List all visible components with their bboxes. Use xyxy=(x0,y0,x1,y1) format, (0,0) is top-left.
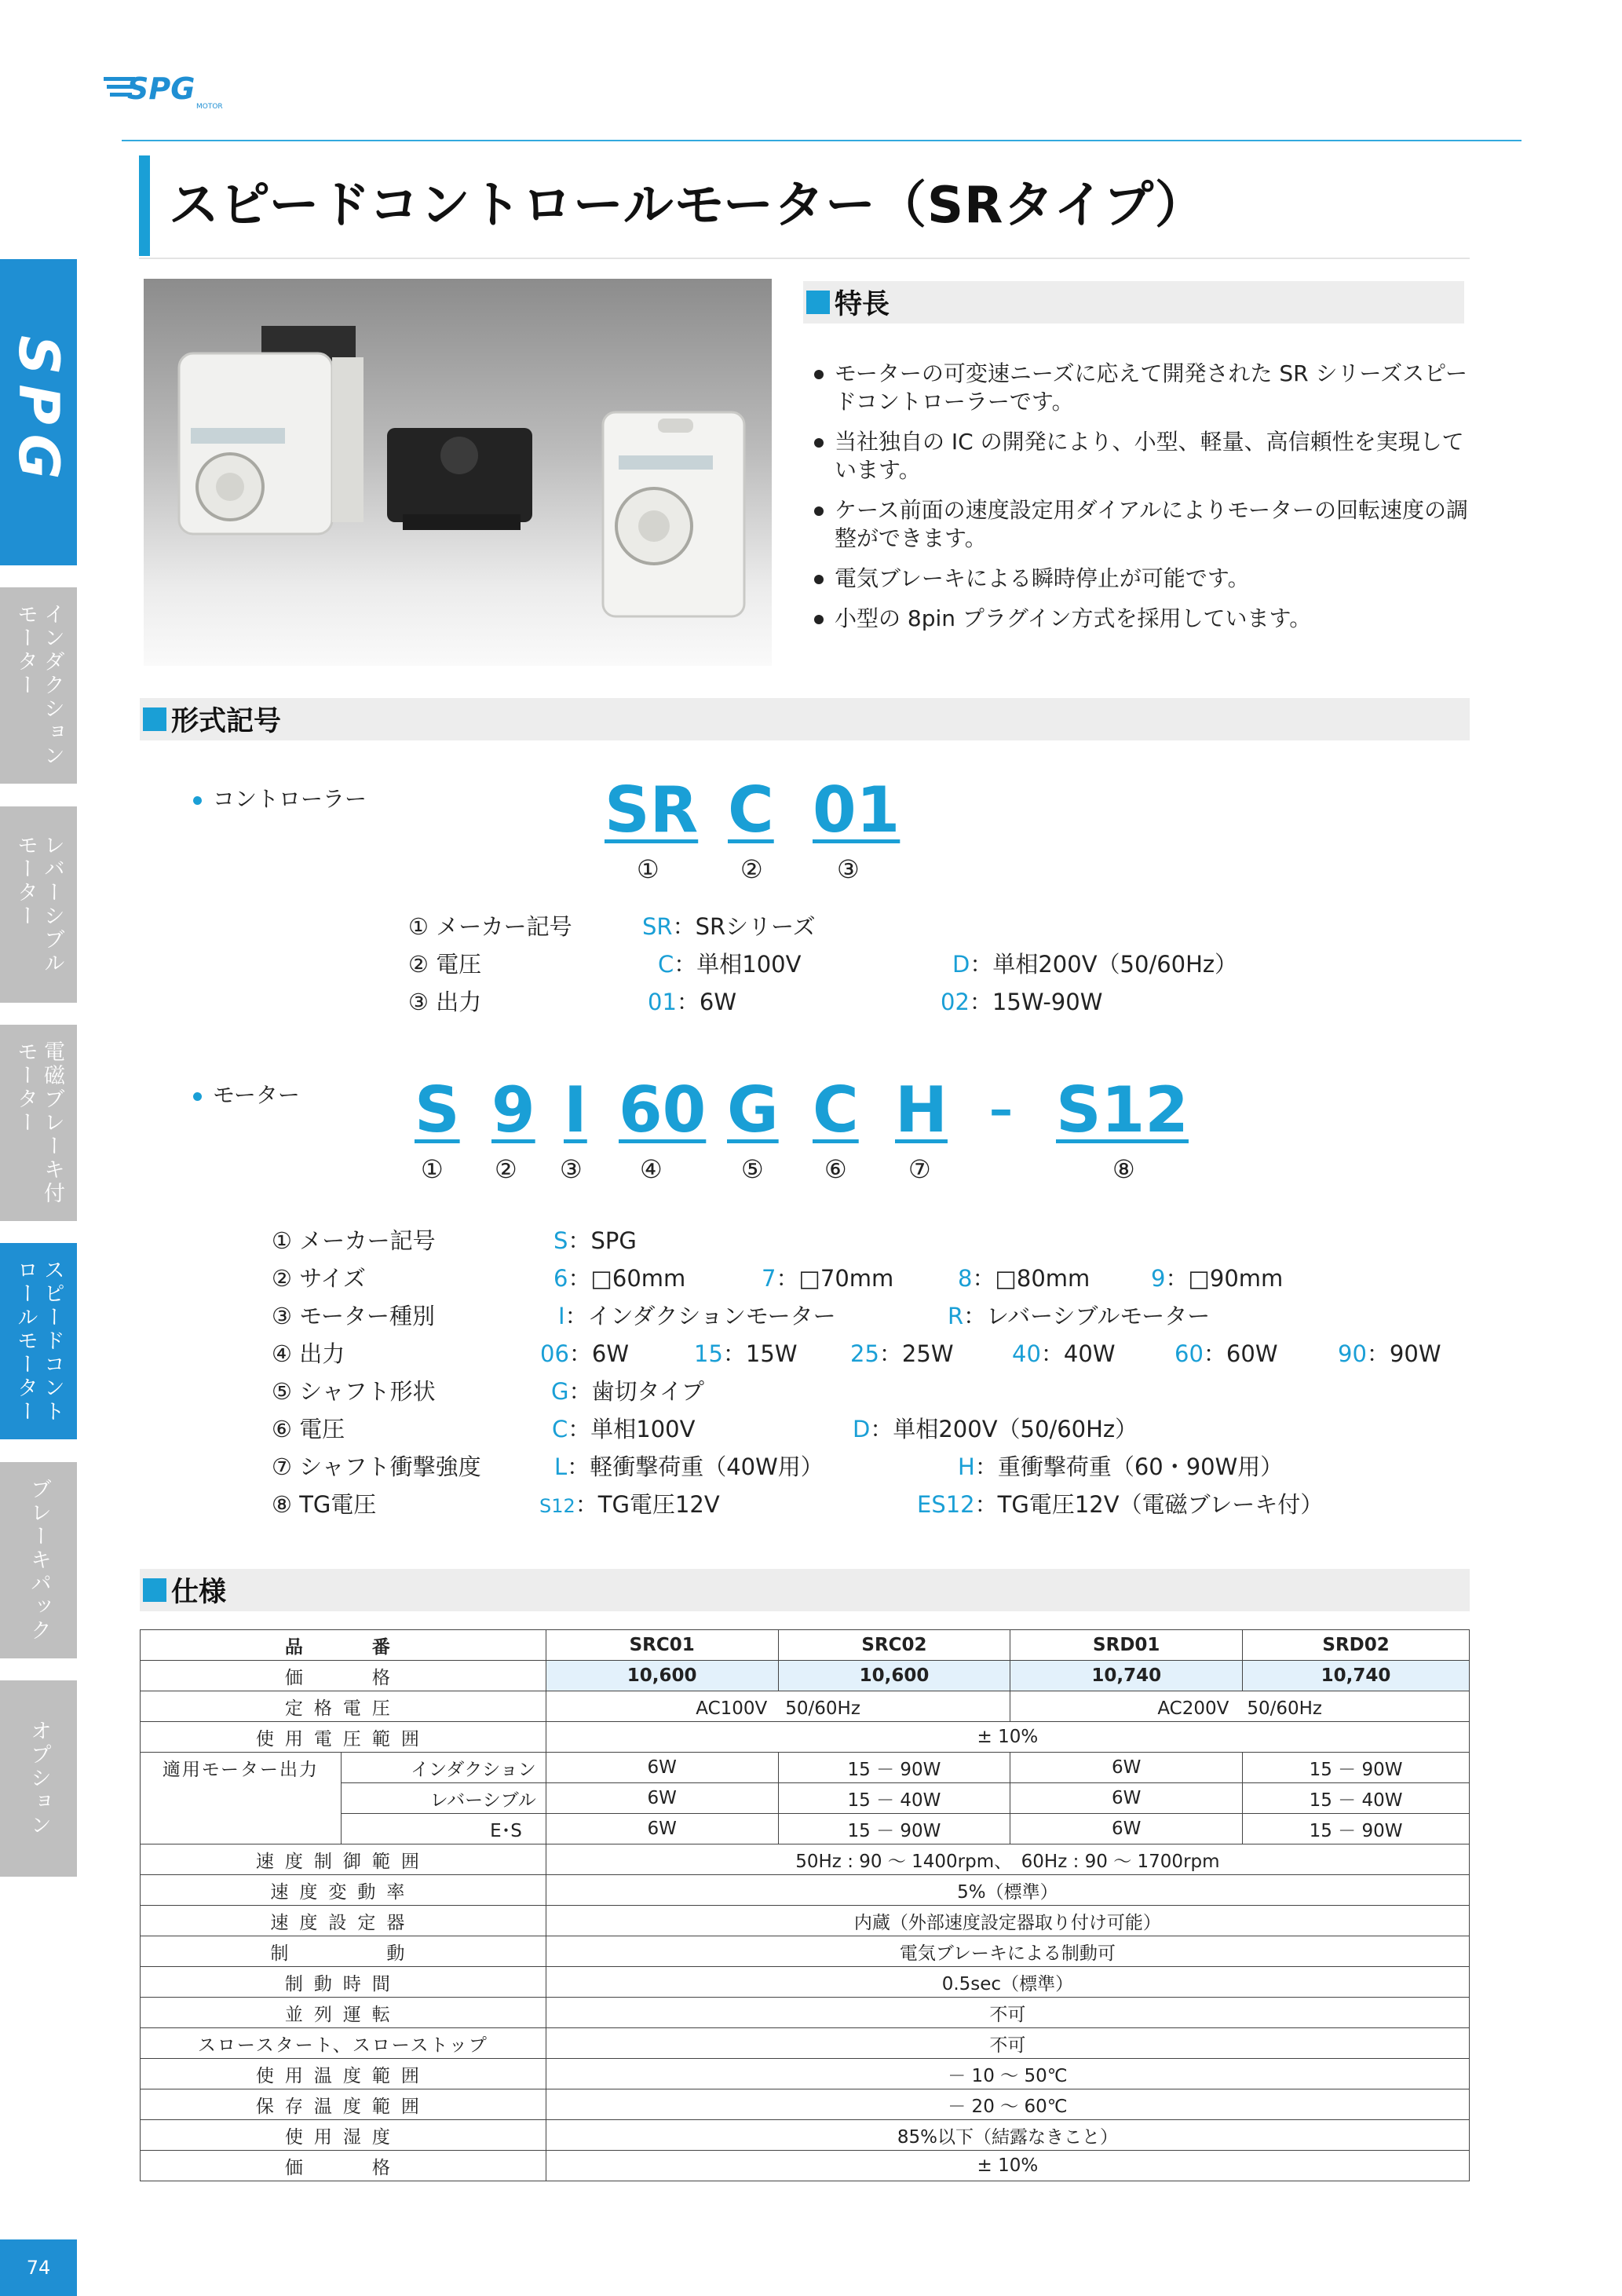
code-part: C xyxy=(813,1073,859,1146)
table-cell: 50Hz : 90 ～ 1400rpm、 60Hz : 90 ～ 1700rpm xyxy=(546,1844,1469,1875)
table-cell: 15 － 40W xyxy=(778,1783,1010,1814)
code-part: SR xyxy=(605,773,699,846)
spec-heading-label: 仕様 xyxy=(171,1577,227,1608)
code-part: 01 xyxy=(813,773,901,846)
table-cell: 保存温度範囲 xyxy=(141,2089,546,2120)
side-tab-spg[interactable] xyxy=(0,259,77,565)
table-cell: 6W xyxy=(1010,1783,1243,1814)
table-row xyxy=(141,2028,1470,2059)
table-cell: 6W xyxy=(1010,1753,1243,1783)
code-part: 9 xyxy=(491,1073,535,1146)
code-number: ④ xyxy=(640,1154,663,1184)
side-tab-brand-label: SPG xyxy=(6,335,71,489)
table-cell: 6W xyxy=(546,1783,778,1814)
code-part: I xyxy=(564,1073,587,1146)
motor-row-code: 90：90W xyxy=(1338,1340,1441,1367)
controller-row-code: D：単相200V（50/60Hz） xyxy=(952,951,1238,978)
product-illustration xyxy=(144,279,772,666)
table-cell: インダクション xyxy=(341,1753,546,1783)
motor-row-code: H：重衝撃荷重（60・90W用） xyxy=(958,1453,1284,1480)
table-cell: 15 － 90W xyxy=(778,1753,1010,1783)
code-number: ③ xyxy=(837,854,860,884)
model-code-heading xyxy=(140,698,1470,740)
table-cell: AC200V 50/60Hz xyxy=(1010,1691,1470,1722)
heading-square-icon xyxy=(143,1578,166,1602)
code-number: ⑤ xyxy=(741,1154,764,1184)
motor-row-code: D：単相200V（50/60Hz） xyxy=(853,1416,1138,1442)
table-cell: 速度制御範囲 xyxy=(141,1844,546,1875)
table-cell: 価 格 xyxy=(141,2151,546,2181)
table-cell: 使用湿度 xyxy=(141,2120,546,2151)
table-cell: 不可 xyxy=(546,1998,1469,2028)
table-cell: ± 10% xyxy=(546,2151,1469,2181)
page-title: スピードコントロールモーター（SRタイプ） xyxy=(169,177,1206,235)
motor-row-code: G：歯切タイプ xyxy=(551,1378,705,1405)
features-heading xyxy=(803,281,1464,324)
table-cell: 6W xyxy=(546,1814,778,1844)
table-cell: 不可 xyxy=(546,2028,1469,2059)
code-part: S12 xyxy=(1056,1073,1189,1146)
table-cell: スロースタート、スローストップ xyxy=(141,2028,546,2059)
table-cell: 内蔵（外部速度設定器取り付け可能） xyxy=(546,1906,1469,1936)
table-cell: 10,600 xyxy=(546,1661,778,1691)
code-number: ⑥ xyxy=(824,1154,847,1184)
page-number: 74 xyxy=(0,2239,77,2296)
table-cell: 定格電圧 xyxy=(141,1691,546,1722)
controller-row-code: C：単相100V xyxy=(658,951,802,978)
table-cell xyxy=(141,1783,342,1814)
table-row xyxy=(141,2089,1470,2120)
table-cell: 電気ブレーキによる制動可 xyxy=(546,1936,1469,1967)
spec-table xyxy=(140,1629,1470,2181)
code-number: ⑦ xyxy=(908,1154,931,1184)
table-cell: － 10 ～ 50℃ xyxy=(546,2059,1469,2089)
title-accent-bar xyxy=(139,155,150,256)
code-number: ① xyxy=(421,1154,444,1184)
table-cell: 15 － 40W xyxy=(1243,1783,1470,1814)
controller-row-name: ③ 出力 xyxy=(408,989,482,1015)
motor-row-code: C：単相100V xyxy=(552,1416,696,1442)
side-tab-label: レバーシブル モーター xyxy=(13,834,64,975)
table-row xyxy=(141,1998,1470,2028)
code-part: S xyxy=(415,1073,460,1146)
table-cell: レバーシブル xyxy=(341,1783,546,1814)
table-row xyxy=(141,1722,1470,1753)
table-cell: － 20 ～ 60℃ xyxy=(546,2089,1469,2120)
feature-item: 電気ブレーキによる瞬時停止が可能です。 xyxy=(814,565,1481,593)
table-cell: 15 － 90W xyxy=(1243,1753,1470,1783)
code-number: ③ xyxy=(560,1154,583,1184)
motor-row-code: 15：15W xyxy=(694,1340,798,1367)
title-rule xyxy=(139,258,1470,259)
controller-row-code: SR：SRシリーズ xyxy=(642,913,816,940)
controller-row-code: 01：6W xyxy=(648,989,737,1015)
table-cell: SRD01 xyxy=(1010,1630,1243,1661)
table-cell: 制 動 xyxy=(141,1936,546,1967)
motor-label: モーター xyxy=(193,1078,300,1110)
motor-row-code: L：軽衝撃荷重（40W用） xyxy=(554,1453,824,1480)
table-row xyxy=(141,2151,1470,2181)
code-dash: – xyxy=(989,1082,1013,1137)
table-cell: 適用モーター出力 xyxy=(141,1753,342,1783)
table-row xyxy=(141,1906,1470,1936)
side-tab-brakepack[interactable] xyxy=(0,1462,77,1658)
svg-text:SPG: SPG xyxy=(127,71,195,106)
table-cell: ± 10% xyxy=(546,1722,1469,1753)
table-cell: 価 格 xyxy=(141,1661,546,1691)
feature-item: 当社独自の IC の開発により、小型、軽量、高信頼性を実現しています。 xyxy=(814,428,1481,484)
table-row xyxy=(141,2120,1470,2151)
code-number: ⑧ xyxy=(1112,1154,1135,1184)
table-row xyxy=(141,1783,1470,1814)
model-code-heading-label: 形式記号 xyxy=(171,706,282,737)
table-cell: 使用電圧範囲 xyxy=(141,1722,546,1753)
table-row xyxy=(141,1691,1470,1722)
motor-row-code: 6：□60mm xyxy=(553,1265,686,1292)
motor-row-name: ⑧ TG電圧 xyxy=(272,1491,377,1518)
controller-row-code: 02：15W-90W xyxy=(941,989,1103,1015)
motor-row-code: 40：40W xyxy=(1012,1340,1116,1367)
motor-row-code: ES12：TG電圧12V（電磁ブレーキ付） xyxy=(917,1491,1324,1518)
code-number: ② xyxy=(495,1154,517,1184)
table-cell: SRC02 xyxy=(778,1630,1010,1661)
motor-row-code: 60：60W xyxy=(1174,1340,1278,1367)
motor-row-name: ⑦ シャフト衝撃強度 xyxy=(272,1453,481,1480)
features-heading-label: 特長 xyxy=(835,289,890,320)
table-cell: SRC01 xyxy=(546,1630,778,1661)
table-cell: 10,740 xyxy=(1243,1661,1470,1691)
table-cell: 10,600 xyxy=(778,1661,1010,1691)
table-cell: 制動時間 xyxy=(141,1967,546,1998)
side-tab-induction[interactable] xyxy=(0,587,77,784)
table-cell: 速度変動率 xyxy=(141,1875,546,1906)
code-number: ② xyxy=(740,854,763,884)
heading-square-icon xyxy=(143,707,166,731)
table-cell xyxy=(141,1814,342,1844)
code-number: ① xyxy=(637,854,659,884)
table-cell: 85%以下（結露なきこと） xyxy=(546,2120,1469,2151)
motor-row-code: S12：TG電圧12V xyxy=(539,1491,720,1518)
motor-row-code: 8：□80mm xyxy=(958,1265,1090,1292)
table-cell: AC100V 50/60Hz xyxy=(546,1691,1010,1722)
side-tab-label: ブレーキパック xyxy=(27,1478,51,1643)
svg-text:MOTOR: MOTOR xyxy=(196,103,223,111)
controller-row-name: ② 電圧 xyxy=(408,951,482,978)
table-row xyxy=(141,1753,1470,1783)
code-part: 60 xyxy=(619,1073,707,1146)
side-tab-label: 電磁ブレーキ付 モーター xyxy=(13,1040,64,1205)
side-tab-reversible[interactable] xyxy=(0,806,77,1003)
table-row xyxy=(141,1814,1470,1844)
table-row xyxy=(141,1630,1470,1661)
table-row xyxy=(141,1936,1470,1967)
table-row xyxy=(141,1967,1470,1998)
motor-row-name: ⑥ 電圧 xyxy=(272,1416,345,1442)
feature-item: 小型の 8pin プラグイン方式を採用しています。 xyxy=(814,605,1481,633)
feature-item: ケース前面の速度設定用ダイアルによりモーターの回転速度の調整ができます。 xyxy=(814,496,1481,553)
table-cell: 15 － 90W xyxy=(778,1814,1010,1844)
motor-row-code: R：レバーシブルモーター xyxy=(948,1303,1211,1329)
table-cell: 6W xyxy=(546,1753,778,1783)
motor-row-name: ④ 出力 xyxy=(272,1340,345,1367)
side-tab-brake[interactable] xyxy=(0,1025,77,1221)
table-row xyxy=(141,1875,1470,1906)
motor-row-code: S：SPG xyxy=(553,1227,637,1254)
motor-row-name: ③ モーター種別 xyxy=(272,1303,436,1329)
table-cell: 品 番 xyxy=(141,1630,546,1661)
motor-row-code: 25：25W xyxy=(850,1340,954,1367)
table-row xyxy=(141,1661,1470,1691)
motor-row-code: 7：□70mm xyxy=(762,1265,894,1292)
spg-logo xyxy=(104,71,223,111)
motor-row-name: ① メーカー記号 xyxy=(272,1227,436,1254)
feature-item: モーターの可変速ニーズに応えて開発された SR シリーズスピードコントローラーです。 xyxy=(814,360,1481,416)
code-part: H xyxy=(895,1073,948,1146)
motor-row-name: ⑤ シャフト形状 xyxy=(272,1378,436,1405)
side-tab-option[interactable] xyxy=(0,1680,77,1877)
side-tab-label: オプション xyxy=(27,1720,51,1837)
code-part: G xyxy=(727,1073,779,1146)
heading-square-icon xyxy=(806,291,830,314)
table-cell: 速度設定器 xyxy=(141,1906,546,1936)
table-cell: 0.5sec（標準） xyxy=(546,1967,1469,1998)
table-row xyxy=(141,2059,1470,2089)
code-part: C xyxy=(728,773,774,846)
controller-label: コントローラー xyxy=(193,782,367,813)
side-tab-label: インダクション モーター xyxy=(13,603,64,768)
table-cell: 10,740 xyxy=(1010,1661,1243,1691)
bullet-dot-icon xyxy=(193,1092,202,1101)
table-row xyxy=(141,1844,1470,1875)
side-tab-label: スピードコント ロールモーター xyxy=(13,1259,64,1424)
motor-row-code: I：インダクションモーター xyxy=(558,1303,836,1329)
motor-row-code: 06：6W xyxy=(540,1340,630,1367)
table-cell: 5%（標準） xyxy=(546,1875,1469,1906)
table-cell: E･S xyxy=(341,1814,546,1844)
product-photo xyxy=(144,279,772,666)
bullet-dot-icon xyxy=(193,796,202,805)
table-cell: 6W xyxy=(1010,1814,1243,1844)
side-tab-speed-control[interactable] xyxy=(0,1243,77,1439)
table-cell: 15 － 90W xyxy=(1243,1814,1470,1844)
table-cell: 使用温度範囲 xyxy=(141,2059,546,2089)
table-cell: 並列運転 xyxy=(141,1998,546,2028)
controller-row-name: ① メーカー記号 xyxy=(408,913,572,940)
motor-row-name: ② サイズ xyxy=(272,1265,366,1292)
spec-heading xyxy=(140,1569,1470,1611)
motor-row-code: 9：□90mm xyxy=(1151,1265,1284,1292)
table-cell: SRD02 xyxy=(1243,1630,1470,1661)
features-list xyxy=(814,360,1481,645)
header-rule xyxy=(122,140,1522,141)
